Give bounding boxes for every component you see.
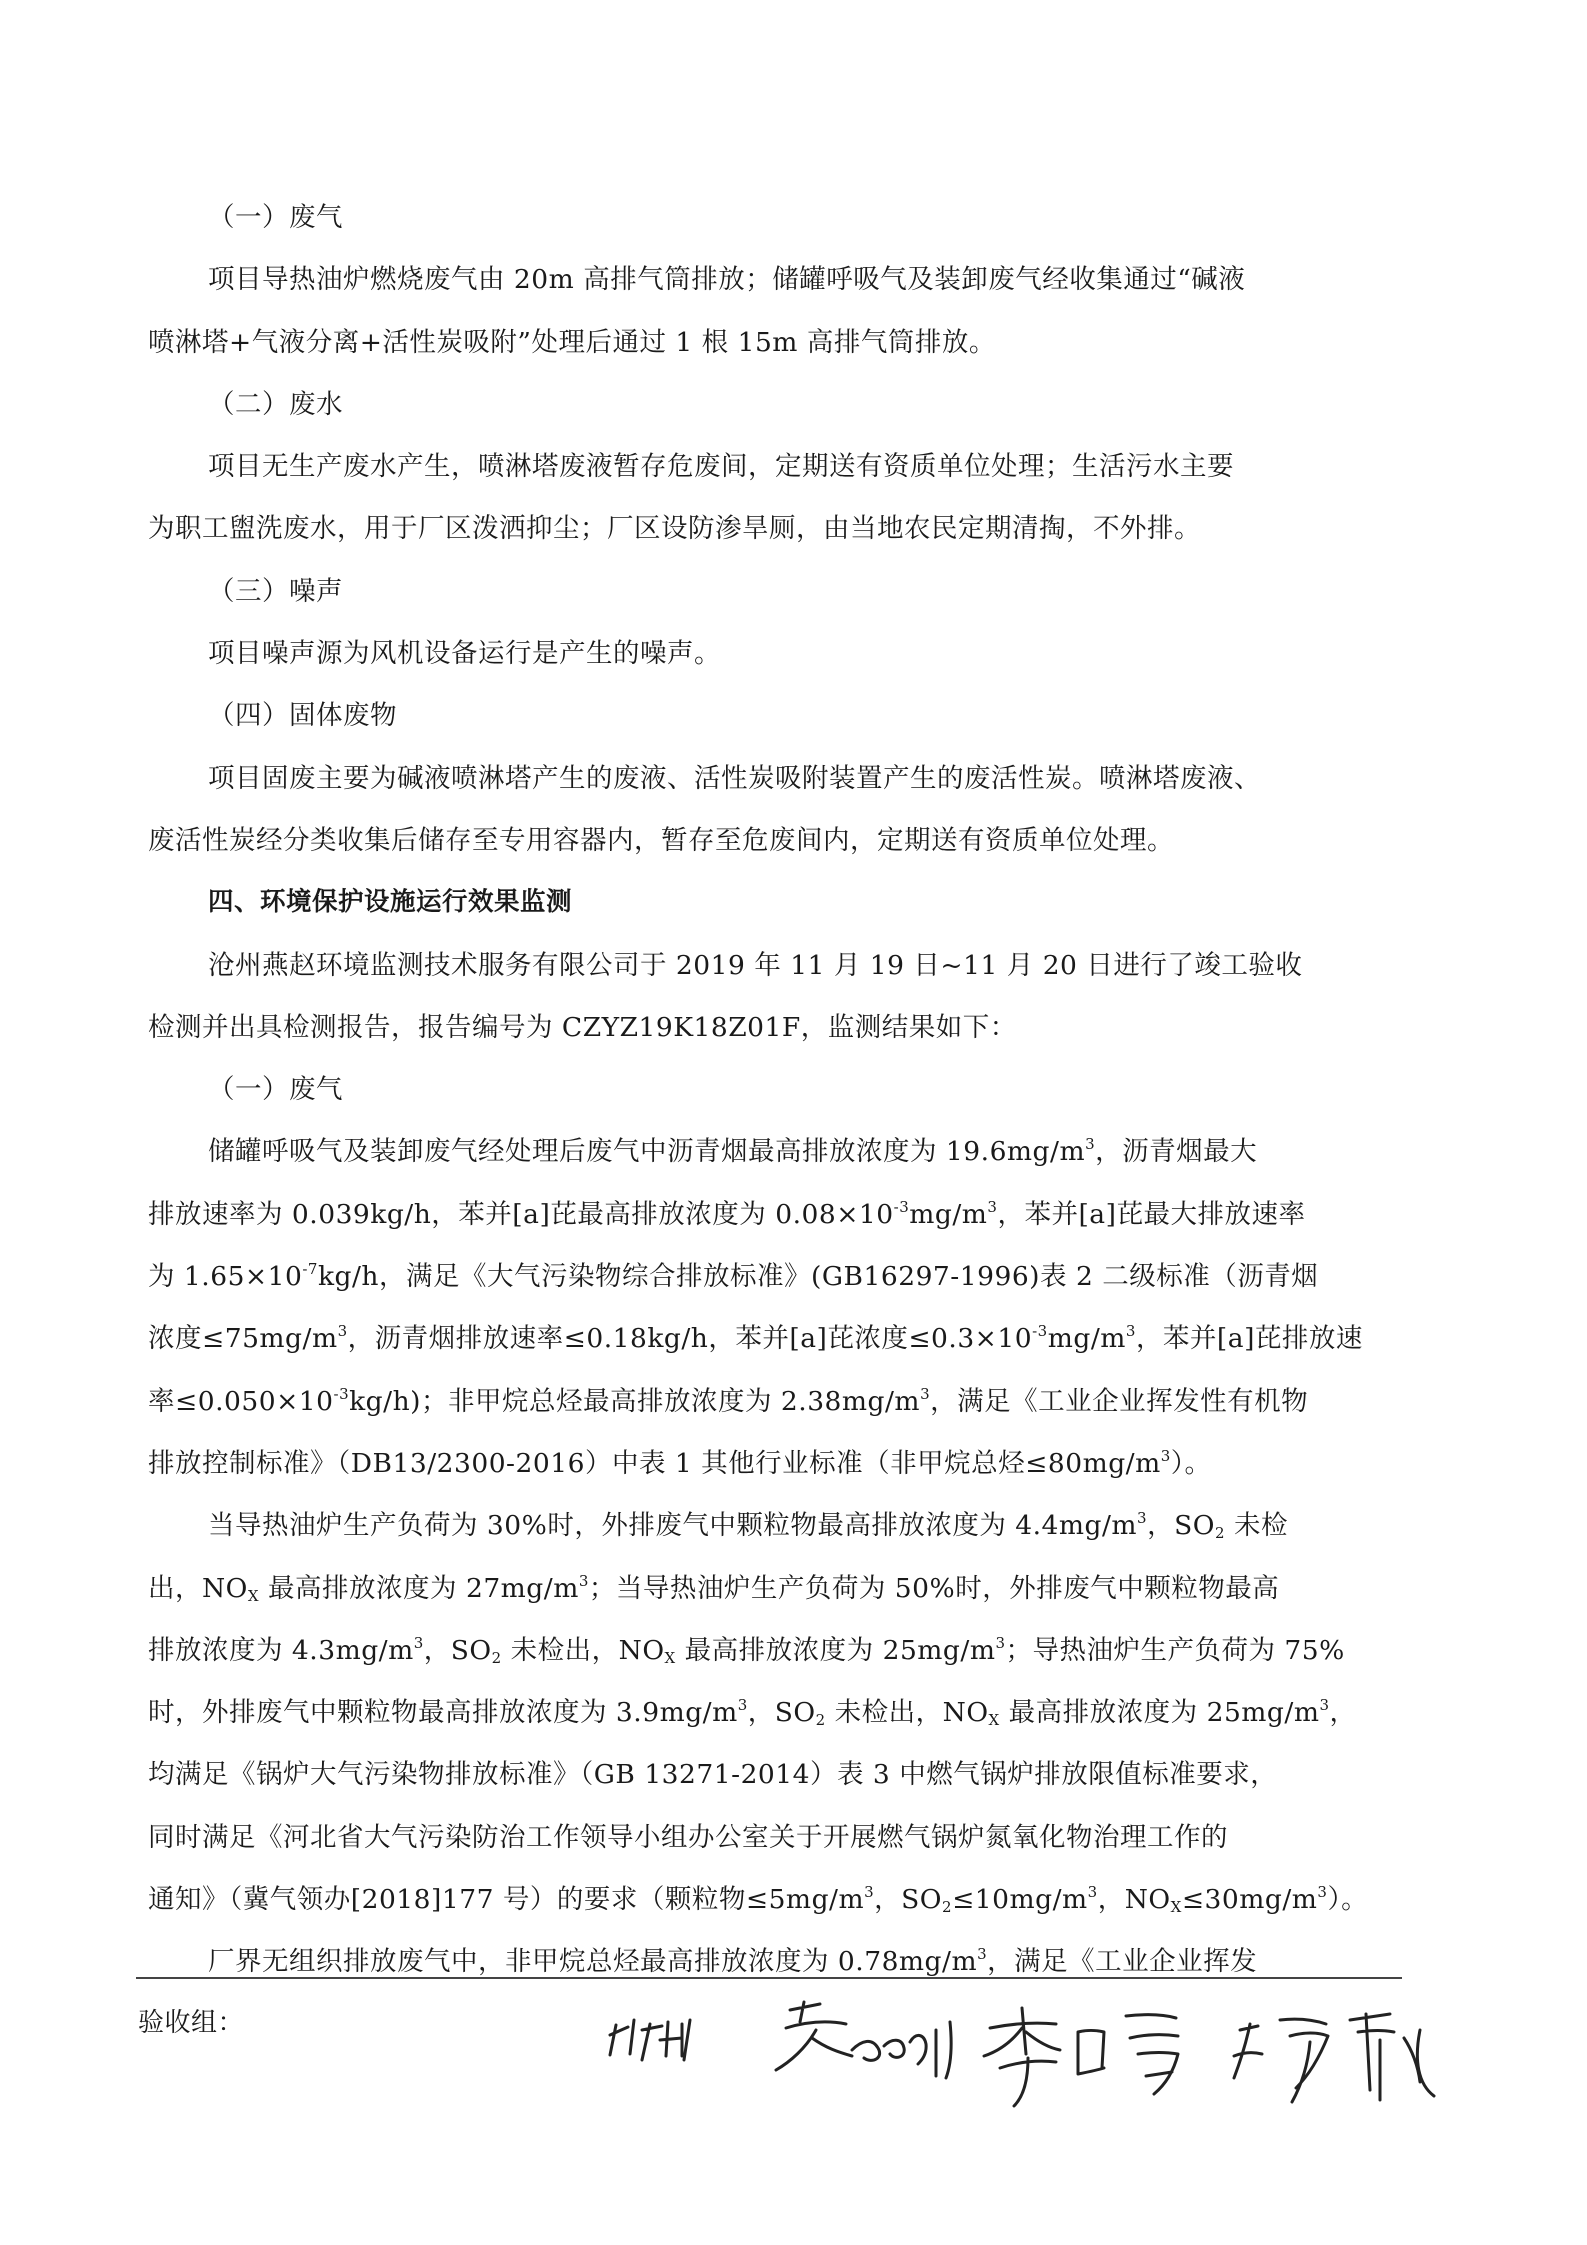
signature-3 bbox=[984, 2008, 1178, 2106]
monitoring-para-line-2: 检测并出具检测报告，报告编号为 CZYZ19K18Z01F，监测结果如下： bbox=[148, 1011, 1017, 1043]
noise-para-line-1: 项目噪声源为风机设备运行是产生的噪声。 bbox=[208, 638, 721, 670]
tank-gas-para-line-1: 储罐呼吸气及装卸废气经处理后废气中沥青烟最高排放浓度为 $19.6mg/m^3$，沥青烟最大 bbox=[208, 1135, 1258, 1168]
signature-2 bbox=[776, 2002, 951, 2078]
section-wastewater-heading: （二）废水 bbox=[208, 388, 343, 420]
acceptance-group-label: 验收组： bbox=[138, 2008, 245, 2038]
wastewater-para-line-1: 项目无生产废水产生，喷淋塔废液暂存危废间，定期送有资质单位处理；生活污水主要 bbox=[208, 451, 1234, 483]
boiler-para-line-3: 排放浓度为 $4.3mg/m^3$，$SO_2$ 未检出，$NO_X$ 最高排放浓度为 $25mg/m^3$；导热油炉生产负荷为 75% bbox=[148, 1633, 1345, 1667]
section-waste-gas-heading: （一）废气 bbox=[208, 202, 343, 233]
waste-gas-para-line-1: 项目导热油炉燃烧废气由 20m 高排气筒排放；储罐呼吸气及装卸废气经收集通过“碱液 bbox=[208, 264, 1246, 296]
wastewater-para-line-2: 为职工盥洗废水，用于厂区泼洒抑尘；厂区设防渗旱厕，由当地农民定期清掏，不外排。 bbox=[148, 513, 1201, 545]
boiler-para-line-7: 通知》（冀气领办[2018]177 号）的要求（颗粒物$\le 5mg/m^3$，$SO_2\le 10mg/m^3$，$NO_X\le 30mg/m^3$）。 bbox=[148, 1883, 1369, 1917]
fugitive-para-line-1: 厂界无组织排放废气中，非甲烷总烃最高排放浓度为 $0.78mg/m^3$，满足《工业企业挥发 bbox=[208, 1945, 1258, 1978]
tank-gas-para-line-2: 排放速率为 0.039kg/h，苯并[a]芘最高排放浓度为 $0.08\times 10^{-3}mg/m^3$，苯并[a]芘最大排放速率 bbox=[148, 1197, 1306, 1230]
boiler-para-line-2: 出，$NO_X$ 最高排放浓度为 $27mg/m^3$；当导热油炉生产负荷为 50%时，外排废气中颗粒物最高 bbox=[148, 1571, 1280, 1605]
boiler-para-line-6: 同时满足《河北省大气污染防治工作领导小组办公室关于开展燃气锅炉氮氧化物治理工作的 bbox=[148, 1821, 1228, 1853]
handwritten-signatures bbox=[590, 1980, 1550, 2130]
section-noise-heading: （三）噪声 bbox=[208, 575, 343, 607]
solid-waste-para-line-2: 废活性炭经分类收集后储存至专用容器内，暂存至危废间内，定期送有资质单位处理。 bbox=[148, 824, 1174, 856]
section-solid-waste-heading: （四）固体废物 bbox=[208, 700, 397, 732]
monitoring-para-line-1: 沧州燕赵环境监测技术服务有限公司于 2019 年 11 月 19 日~11 月 20 日进行了竣工验收 bbox=[208, 949, 1303, 981]
section-4-heading: 四、环境保护设施运行效果监测 bbox=[208, 887, 573, 918]
boiler-para-line-4: 时，外排废气中颗粒物最高排放浓度为 $3.9mg/m^3$，$SO_2$ 未检出，$NO_X$ 最高排放浓度为 $25mg/m^3$， bbox=[148, 1696, 1357, 1730]
waste-gas-para-line-2: 喷淋塔+气液分离+活性炭吸附”处理后通过 1 根 15m 高排气筒排放。 bbox=[148, 326, 996, 358]
document-body bbox=[148, 200, 1398, 2007]
tank-gas-para-line-3: 为 $1.65\times 10^{-7}kg/h$，满足《大气污染物综合排放标准》(GB16297-1996)表 2 二级标准（沥青烟 bbox=[148, 1260, 1319, 1293]
tank-gas-para-line-6: 排放控制标准》（DB13/2300-2016）中表 1 其他行业标准（非甲烷总烃$\le 80mg/m^3$）。 bbox=[148, 1446, 1212, 1479]
monitoring-waste-gas-heading: （一）废气 bbox=[208, 1074, 343, 1106]
boiler-para-line-1: 当导热油炉生产负荷为 30%时，外排废气中颗粒物最高排放浓度为 $4.4mg/m^3$，$SO_2$ 未检 bbox=[208, 1509, 1288, 1543]
tank-gas-para-line-4: 浓度$\le 75mg/m^3$，沥青烟排放速率≤0.18kg/h，苯并[a]芘浓度$\le 0.3\times 10^{-3}mg/m^3$，苯并[a]芘排放速 bbox=[148, 1322, 1363, 1355]
tank-gas-para-line-5: 率$\le 0.050\times 10^{-3}kg/h$)；非甲烷总烃最高排放浓度为 $2.38mg/m^3$，满足《工业企业挥发性有机物 bbox=[148, 1384, 1309, 1417]
boiler-para-line-5: 均满足《锅炉大气污染物排放标准》（GB 13271-2014）表 3 中燃气锅炉排放限值标准要求， bbox=[148, 1759, 1278, 1791]
signature-4 bbox=[1234, 2014, 1434, 2102]
signature-1 bbox=[610, 2020, 690, 2060]
footer-divider bbox=[136, 1977, 1402, 1979]
solid-waste-para-line-1: 项目固废主要为碱液喷淋塔产生的废液、活性炭吸附装置产生的废活性炭。喷淋塔废液、 bbox=[208, 762, 1261, 794]
